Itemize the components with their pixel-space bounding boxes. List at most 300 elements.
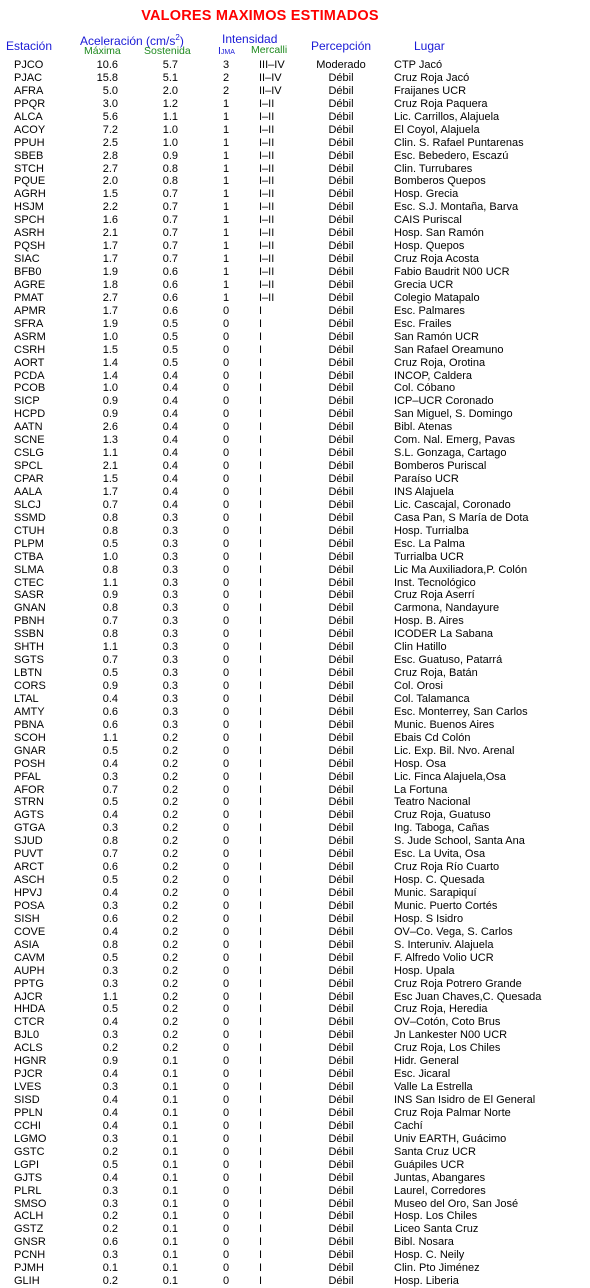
ijma-intensity: 0: [222, 925, 230, 938]
ijma-intensity: 0: [222, 408, 230, 421]
sustained-accel: 0.1: [162, 1184, 178, 1197]
station-code: LTAL: [14, 692, 39, 705]
station-code: STRN: [14, 796, 44, 809]
mercalli-intensity: I: [259, 550, 263, 563]
ijma-intensity: 0: [222, 964, 230, 977]
station-code: ASRM: [14, 330, 46, 343]
station-code: HPVJ: [14, 887, 43, 899]
perception: Débil: [328, 757, 354, 770]
perception: Débil: [328, 1042, 354, 1055]
table-row: [0, 577, 590, 590]
location: Cruz Roja Aserrí: [394, 589, 475, 602]
mercalli-intensity: I: [259, 731, 263, 744]
sustained-accel: 0.5: [162, 330, 178, 343]
perception: Débil: [328, 563, 354, 576]
mercalli-intensity: I: [259, 1132, 263, 1145]
ijma-intensity: 0: [222, 1197, 230, 1210]
table-row: [0, 137, 590, 150]
ijma-intensity: 0: [222, 369, 230, 382]
location: Univ EARTH, Guácimo: [394, 1132, 507, 1145]
ijma-intensity: 0: [222, 796, 230, 809]
location: Carmona, Nandayure: [394, 602, 500, 615]
table-row: [0, 499, 590, 512]
mercalli-intensity: I: [259, 1094, 263, 1106]
station-code: GTGA: [14, 822, 46, 835]
sustained-accel: 0.2: [162, 848, 178, 861]
perception: Débil: [328, 938, 354, 951]
mercalli-intensity: I: [259, 835, 263, 848]
table-row: [0, 473, 590, 486]
sustained-accel: 0.2: [162, 809, 178, 822]
mercalli-intensity: I: [259, 861, 263, 874]
station-code: LBTN: [14, 667, 43, 680]
perception: Débil: [328, 460, 354, 473]
mercalli-intensity: I–II: [259, 188, 275, 201]
station-code: PFAL: [14, 770, 41, 783]
location: Inst. Tecnológico: [394, 576, 476, 589]
ijma-intensity: 0: [222, 447, 230, 460]
mercalli-intensity: I: [259, 576, 263, 589]
station-code: STCH: [14, 162, 44, 175]
max-accel: 0.1: [102, 1262, 118, 1275]
table-row: [0, 1223, 590, 1236]
table-row: [0, 602, 590, 615]
station-code: SHTH: [14, 641, 44, 654]
header-sostenida: Sostenida: [144, 45, 191, 57]
table-row: [0, 150, 590, 163]
perception: Débil: [328, 253, 354, 266]
table-row: [0, 163, 590, 176]
table-row: [0, 745, 590, 758]
location: Cachí: [394, 1119, 423, 1132]
location: Esc. Frailes: [394, 317, 452, 330]
max-accel: 0.5: [102, 1003, 118, 1016]
table-row: [0, 1055, 590, 1068]
table-row: [0, 796, 590, 809]
ijma-intensity: 0: [222, 680, 230, 692]
mercalli-intensity: I: [259, 874, 263, 887]
mercalli-intensity: III–IV: [259, 59, 285, 71]
mercalli-intensity: I: [259, 485, 263, 498]
sustained-accel: 2.0: [162, 84, 178, 97]
location: Hosp. C. Neily: [394, 1249, 465, 1262]
table-row: [0, 926, 590, 939]
perception: Débil: [328, 1094, 354, 1106]
table-row: [0, 1133, 590, 1146]
sustained-accel: 0.1: [162, 1210, 178, 1223]
station-code: GJTS: [14, 1171, 43, 1184]
location: Turrialba UCR: [394, 550, 464, 563]
station-code: PJCR: [14, 1068, 43, 1081]
max-accel: 0.4: [102, 887, 118, 899]
table-row: [0, 939, 590, 952]
header-ijma: [218, 45, 235, 57]
station-code: SICP: [14, 395, 40, 408]
table-row: [0, 408, 590, 421]
sustained-accel: 0.2: [162, 822, 178, 835]
table-row: [0, 1146, 590, 1159]
max-accel: 1.7: [102, 304, 118, 317]
max-accel: 0.7: [102, 783, 118, 796]
max-accel: 10.6: [96, 59, 118, 71]
ijma-intensity: 0: [222, 835, 230, 848]
ijma-intensity: 1: [222, 266, 230, 278]
location: Hosp. B. Aires: [394, 615, 464, 628]
max-accel: 1.1: [102, 731, 118, 744]
sustained-accel: 0.3: [162, 550, 178, 563]
location: Esc Juan Chaves,C. Quesada: [394, 990, 542, 1003]
max-accel: 0.3: [102, 822, 118, 835]
station-code: SASR: [14, 589, 44, 602]
max-accel: 0.5: [102, 537, 118, 550]
station-code: CORS: [14, 680, 46, 692]
location: Munic. Buenos Aires: [394, 718, 495, 731]
ijma-intensity: 2: [222, 84, 230, 97]
table-row: [0, 861, 590, 874]
mercalli-intensity: I: [259, 1249, 263, 1262]
mercalli-intensity: I: [259, 848, 263, 861]
location: Esc. La Uvita, Osa: [394, 848, 486, 861]
location: INCOP, Caldera: [394, 369, 473, 382]
perception: Débil: [328, 744, 354, 757]
header-aceleracion-close: ): [179, 34, 184, 48]
ijma-intensity: 1: [222, 201, 230, 214]
sustained-accel: 0.6: [162, 278, 178, 291]
sustained-accel: 0.8: [162, 162, 178, 175]
sustained-accel: 0.1: [162, 1262, 178, 1275]
table-row: [0, 460, 590, 473]
perception: Moderado: [316, 59, 366, 71]
table-row: [0, 1159, 590, 1172]
location: Hosp. Liberia: [394, 1275, 459, 1288]
location: Fabio Baudrit N00 UCR: [394, 266, 510, 278]
perception: Débil: [328, 1068, 354, 1081]
mercalli-intensity: I: [259, 705, 263, 718]
perception: Débil: [328, 861, 354, 874]
station-code: APMR: [14, 304, 46, 317]
sustained-accel: 0.2: [162, 899, 178, 912]
table-row: [0, 85, 590, 98]
mercalli-intensity: I: [259, 421, 263, 434]
ijma-intensity: 0: [222, 874, 230, 887]
ijma-intensity: 0: [222, 1145, 230, 1158]
perception: Débil: [328, 770, 354, 783]
perception: Débil: [328, 317, 354, 330]
location: Com. Nal. Emerg, Pavas: [394, 434, 516, 447]
sustained-accel: 0.4: [162, 421, 178, 434]
max-accel: 1.5: [102, 473, 118, 485]
station-code: PBNH: [14, 615, 45, 628]
ijma-intensity: 0: [222, 1055, 230, 1068]
sustained-accel: 0.1: [162, 1158, 178, 1171]
station-code: PCNH: [14, 1249, 46, 1262]
station-code: PPLN: [14, 1106, 43, 1119]
table-row: [0, 1003, 590, 1016]
station-code: PMAT: [14, 291, 44, 304]
table-row: [0, 98, 590, 111]
max-accel: 0.7: [102, 498, 118, 511]
station-code: ACOY: [14, 123, 46, 136]
ijma-intensity: 0: [222, 887, 230, 899]
sustained-accel: 0.3: [162, 628, 178, 641]
mercalli-intensity: I–II: [259, 136, 275, 149]
sustained-accel: 0.6: [162, 291, 178, 304]
location: Laurel, Corredores: [394, 1184, 486, 1197]
max-accel: 1.1: [102, 576, 118, 589]
mercalli-intensity: I: [259, 1210, 263, 1223]
mercalli-intensity: I: [259, 1158, 263, 1171]
max-accel: 2.1: [102, 460, 118, 473]
location: Juntas, Abangares: [394, 1171, 486, 1184]
table-row: [0, 1185, 590, 1198]
sustained-accel: 0.1: [162, 1081, 178, 1094]
table-row: [0, 913, 590, 926]
ijma-intensity: 0: [222, 537, 230, 550]
perception: Débil: [328, 925, 354, 938]
mercalli-intensity: I: [259, 1055, 263, 1068]
ijma-intensity: 1: [222, 110, 230, 123]
max-accel: 1.5: [102, 188, 118, 201]
max-accel: 0.2: [102, 1223, 118, 1236]
header-aceleracion-exp: 2: [175, 33, 180, 42]
station-code: PCDA: [14, 369, 45, 382]
max-accel: 0.7: [102, 615, 118, 628]
max-accel: 0.6: [102, 705, 118, 718]
table-row: [0, 1262, 590, 1275]
mercalli-intensity: I: [259, 899, 263, 912]
sustained-accel: 0.5: [162, 356, 178, 369]
mercalli-intensity: I: [259, 447, 263, 460]
location: OV–Co. Vega, S. Carlos: [394, 925, 513, 938]
ijma-intensity: 0: [222, 615, 230, 628]
ijma-intensity: 0: [222, 434, 230, 447]
station-code: PBNA: [14, 718, 44, 731]
location: San Ramón UCR: [394, 330, 479, 343]
table-row: [0, 253, 590, 266]
station-code: ASRH: [14, 227, 45, 240]
sustained-accel: 0.1: [162, 1275, 178, 1288]
station-code: ACLH: [14, 1210, 44, 1223]
station-code: SSMD: [14, 511, 46, 524]
station-code: ASIA: [14, 938, 40, 951]
location: Bibl. Atenas: [394, 421, 453, 434]
perception: Débil: [328, 887, 354, 899]
ijma-intensity: 0: [222, 809, 230, 822]
perception: Débil: [328, 1132, 354, 1145]
ijma-intensity: 1: [222, 240, 230, 253]
perception: Débil: [328, 550, 354, 563]
max-accel: 0.8: [102, 602, 118, 615]
sustained-accel: 0.7: [162, 214, 178, 227]
table-row: [0, 1016, 590, 1029]
mercalli-intensity: I: [259, 692, 263, 705]
perception: Débil: [328, 796, 354, 809]
location: Bomberos Quepos: [394, 175, 486, 188]
max-accel: 0.5: [102, 874, 118, 887]
perception: Débil: [328, 1119, 354, 1132]
ijma-intensity: 1: [222, 149, 230, 162]
mercalli-intensity: I: [259, 1197, 263, 1210]
sustained-accel: 0.1: [162, 1145, 178, 1158]
max-accel: 15.8: [96, 71, 118, 84]
mercalli-intensity: I: [259, 511, 263, 524]
table-row: [0, 1249, 590, 1262]
max-accel: 0.6: [102, 718, 118, 731]
station-code: GSTC: [14, 1145, 45, 1158]
table-row: [0, 628, 590, 641]
mercalli-intensity: I–II: [259, 201, 275, 214]
mercalli-intensity: I: [259, 925, 263, 938]
mercalli-intensity: I: [259, 408, 263, 421]
station-code: BJL0: [14, 1029, 40, 1042]
max-accel: 0.3: [102, 964, 118, 977]
table-row: [0, 564, 590, 577]
perception: Débil: [328, 188, 354, 201]
max-accel: 0.3: [102, 1081, 118, 1094]
mercalli-intensity: I: [259, 343, 263, 356]
location: S. Interuniv. Alajuela: [394, 938, 494, 951]
station-code: CTCR: [14, 1016, 45, 1029]
station-code: LVES: [14, 1081, 42, 1094]
max-accel: 0.5: [102, 796, 118, 809]
perception: Débil: [328, 447, 354, 460]
ijma-intensity: 0: [222, 1249, 230, 1262]
table-row: [0, 305, 590, 318]
station-code: HCPD: [14, 408, 46, 421]
perception: Débil: [328, 97, 354, 110]
max-accel: 0.4: [102, 692, 118, 705]
sustained-accel: 5.7: [162, 59, 178, 71]
table-row: [0, 732, 590, 745]
table-row: [0, 784, 590, 797]
mercalli-intensity: I: [259, 1003, 263, 1016]
perception: Débil: [328, 537, 354, 550]
location: Hosp. Grecia: [394, 188, 459, 201]
perception: Débil: [328, 278, 354, 291]
mercalli-intensity: I: [259, 317, 263, 330]
perception: Débil: [328, 1249, 354, 1262]
sustained-accel: 0.4: [162, 369, 178, 382]
location: Clin. Turrubares: [394, 162, 473, 175]
perception: Débil: [328, 628, 354, 641]
sustained-accel: 0.3: [162, 692, 178, 705]
perception: Débil: [328, 395, 354, 408]
mercalli-intensity: I: [259, 628, 263, 641]
station-code: SGTS: [14, 654, 44, 667]
sustained-accel: 0.2: [162, 744, 178, 757]
ijma-intensity: 0: [222, 1158, 230, 1171]
table-row: [0, 952, 590, 965]
location: Cruz Roja, Orotina: [394, 356, 486, 369]
max-accel: 2.7: [102, 162, 118, 175]
sustained-accel: 0.3: [162, 589, 178, 602]
mercalli-intensity: I–II: [259, 266, 275, 278]
ijma-intensity: 0: [222, 731, 230, 744]
sustained-accel: 0.1: [162, 1119, 178, 1132]
sustained-accel: 0.7: [162, 188, 178, 201]
sustained-accel: 0.2: [162, 951, 178, 964]
location: Esc. Guatuso, Patarrá: [394, 654, 503, 667]
perception: Débil: [328, 899, 354, 912]
perception: Débil: [328, 1106, 354, 1119]
max-accel: 0.3: [102, 1249, 118, 1262]
max-accel: 2.2: [102, 201, 118, 214]
perception: Débil: [328, 343, 354, 356]
station-code: SCNE: [14, 434, 45, 447]
mercalli-intensity: I: [259, 563, 263, 576]
station-code: GSTZ: [14, 1223, 44, 1236]
max-accel: 0.4: [102, 1016, 118, 1029]
ijma-intensity: 0: [222, 511, 230, 524]
perception: Débil: [328, 615, 354, 628]
max-accel: 1.5: [102, 343, 118, 356]
stations-table: [0, 59, 590, 1288]
station-code: AFOR: [14, 783, 45, 796]
sustained-accel: 1.0: [162, 136, 178, 149]
mercalli-intensity: I: [259, 796, 263, 809]
sustained-accel: 0.2: [162, 783, 178, 796]
perception: Débil: [328, 266, 354, 278]
sustained-accel: 0.2: [162, 796, 178, 809]
perception: Débil: [328, 692, 354, 705]
sustained-accel: 0.4: [162, 473, 178, 485]
sustained-accel: 1.0: [162, 123, 178, 136]
max-accel: 0.3: [102, 977, 118, 990]
max-accel: 0.4: [102, 1106, 118, 1119]
table-row: [0, 615, 590, 628]
table-row: [0, 706, 590, 719]
mercalli-intensity: I: [259, 654, 263, 667]
station-code: AUPH: [14, 964, 45, 977]
perception: Débil: [328, 990, 354, 1003]
sustained-accel: 0.1: [162, 1249, 178, 1262]
max-accel: 1.7: [102, 485, 118, 498]
table-row: [0, 434, 590, 447]
max-accel: 1.4: [102, 356, 118, 369]
perception: Débil: [328, 1262, 354, 1275]
mercalli-intensity: I: [259, 524, 263, 537]
station-code: HHDA: [14, 1003, 46, 1016]
ijma-intensity: 0: [222, 861, 230, 874]
table-row: [0, 887, 590, 900]
perception: Débil: [328, 473, 354, 485]
max-accel: 1.3: [102, 434, 118, 447]
location: Col. Orosi: [394, 680, 443, 692]
max-accel: 0.3: [102, 899, 118, 912]
sustained-accel: 0.4: [162, 408, 178, 421]
perception: Débil: [328, 498, 354, 511]
perception: Débil: [328, 227, 354, 240]
location: ICP–UCR Coronado: [394, 395, 494, 408]
mercalli-intensity: I: [259, 1106, 263, 1119]
location: Casa Pan, S María de Dota: [394, 511, 529, 524]
ijma-intensity: 0: [222, 977, 230, 990]
location: ICODER La Sabana: [394, 628, 494, 641]
table-row: [0, 680, 590, 693]
station-code: POSA: [14, 899, 45, 912]
ijma-intensity: 1: [222, 278, 230, 291]
location: F. Alfredo Volio UCR: [394, 951, 494, 964]
mercalli-intensity: I: [259, 977, 263, 990]
location: Paraíso UCR: [394, 473, 459, 485]
table-row: [0, 1275, 590, 1288]
location: Santa Cruz UCR: [394, 1145, 476, 1158]
max-accel: 0.3: [102, 1029, 118, 1042]
table-row: [0, 292, 590, 305]
sustained-accel: 0.9: [162, 149, 178, 162]
table-row: [0, 1042, 590, 1055]
ijma-intensity: 0: [222, 1042, 230, 1055]
